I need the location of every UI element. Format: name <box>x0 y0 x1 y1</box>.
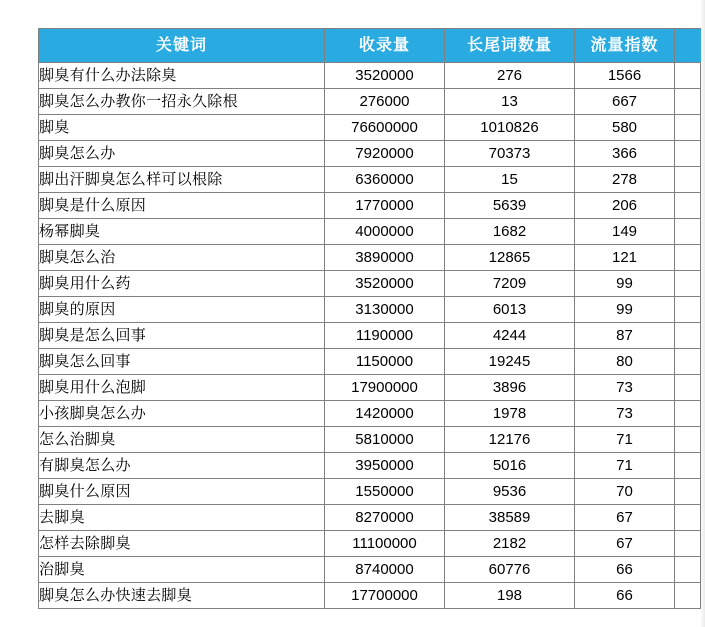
table-row[interactable] <box>39 193 701 219</box>
cell-included[interactable]: 1420000 <box>325 401 445 427</box>
table-row[interactable] <box>39 89 701 115</box>
cell-overflow <box>675 583 701 609</box>
cell-keyword[interactable]: 脚臭用什么泡脚 <box>39 375 325 401</box>
table-row[interactable] <box>39 141 701 167</box>
keyword-table <box>38 28 701 609</box>
right-edge-shadow <box>700 0 705 627</box>
cell-longtail[interactable]: 7209 <box>445 271 575 297</box>
cell-keyword[interactable]: 脚臭 <box>39 115 325 141</box>
cell-keyword[interactable]: 怎样去除脚臭 <box>39 531 325 557</box>
cell-included[interactable]: 7920000 <box>325 141 445 167</box>
table-row[interactable] <box>39 583 701 609</box>
cell-included[interactable]: 17700000 <box>325 583 445 609</box>
cell-longtail[interactable]: 13 <box>445 89 575 115</box>
cell-included[interactable]: 5810000 <box>325 427 445 453</box>
cell-keyword[interactable]: 脚臭有什么办法除臭 <box>39 63 325 89</box>
cell-longtail[interactable]: 1978 <box>445 401 575 427</box>
cell-keyword[interactable]: 脚臭怎么办快速去脚臭 <box>39 583 325 609</box>
cell-flow[interactable]: 206 <box>575 193 675 219</box>
cell-flow[interactable]: 73 <box>575 401 675 427</box>
table-row[interactable] <box>39 245 701 271</box>
cell-overflow <box>675 349 701 375</box>
table-row[interactable] <box>39 167 701 193</box>
cell-overflow <box>675 115 701 141</box>
cell-longtail[interactable]: 1682 <box>445 219 575 245</box>
table-row[interactable] <box>39 531 701 557</box>
cell-flow[interactable]: 67 <box>575 505 675 531</box>
cell-longtail[interactable]: 15 <box>445 167 575 193</box>
table-row[interactable] <box>39 219 701 245</box>
cell-overflow <box>675 271 701 297</box>
cell-overflow <box>675 141 701 167</box>
cell-longtail[interactable]: 60776 <box>445 557 575 583</box>
cell-included[interactable]: 1550000 <box>325 479 445 505</box>
table-row[interactable] <box>39 271 701 297</box>
cell-flow[interactable]: 66 <box>575 557 675 583</box>
cell-overflow <box>675 557 701 583</box>
table-row[interactable] <box>39 323 701 349</box>
table-row[interactable] <box>39 297 701 323</box>
cell-overflow <box>675 323 701 349</box>
table-row[interactable] <box>39 401 701 427</box>
cell-keyword[interactable]: 脚臭什么原因 <box>39 479 325 505</box>
table-row[interactable] <box>39 63 701 89</box>
cell-longtail[interactable]: 12865 <box>445 245 575 271</box>
cell-longtail[interactable]: 12176 <box>445 427 575 453</box>
cell-longtail[interactable]: 1010826 <box>445 115 575 141</box>
cell-included[interactable]: 8270000 <box>325 505 445 531</box>
cell-included[interactable]: 76600000 <box>325 115 445 141</box>
cell-keyword[interactable]: 脚臭的原因 <box>39 297 325 323</box>
cell-longtail[interactable]: 5016 <box>445 453 575 479</box>
cell-included[interactable]: 3520000 <box>325 63 445 89</box>
table-row[interactable] <box>39 505 701 531</box>
cell-flow[interactable]: 99 <box>575 271 675 297</box>
cell-flow[interactable]: 121 <box>575 245 675 271</box>
cell-keyword[interactable]: 脚臭是什么原因 <box>39 193 325 219</box>
cell-flow[interactable]: 67 <box>575 531 675 557</box>
cell-keyword[interactable]: 脚臭用什么药 <box>39 271 325 297</box>
cell-flow[interactable]: 87 <box>575 323 675 349</box>
table-row[interactable] <box>39 349 701 375</box>
cell-included[interactable]: 276000 <box>325 89 445 115</box>
cell-flow[interactable]: 80 <box>575 349 675 375</box>
cell-flow[interactable]: 580 <box>575 115 675 141</box>
cell-flow[interactable]: 99 <box>575 297 675 323</box>
cell-overflow <box>675 245 701 271</box>
cell-flow[interactable]: 149 <box>575 219 675 245</box>
cell-keyword[interactable]: 脚臭怎么办 <box>39 141 325 167</box>
keyword-table-container <box>38 28 700 609</box>
table-row[interactable] <box>39 115 701 141</box>
table-row[interactable] <box>39 479 701 505</box>
cell-overflow <box>675 89 701 115</box>
cell-flow[interactable]: 66 <box>575 583 675 609</box>
cell-included[interactable]: 11100000 <box>325 531 445 557</box>
cell-longtail[interactable]: 5639 <box>445 193 575 219</box>
cell-overflow <box>675 505 701 531</box>
column-header-keyword[interactable]: 关键词 <box>39 29 325 63</box>
table-row[interactable] <box>39 557 701 583</box>
cell-keyword[interactable]: 怎么治脚臭 <box>39 427 325 453</box>
cell-keyword[interactable]: 小孩脚臭怎么办 <box>39 401 325 427</box>
cell-keyword[interactable]: 有脚臭怎么办 <box>39 453 325 479</box>
column-header-flow[interactable]: 流量指数 <box>575 29 675 63</box>
cell-flow[interactable]: 71 <box>575 453 675 479</box>
cell-included[interactable]: 17900000 <box>325 375 445 401</box>
cell-longtail[interactable]: 4244 <box>445 323 575 349</box>
cell-keyword[interactable]: 脚臭是怎么回事 <box>39 323 325 349</box>
cell-overflow <box>675 193 701 219</box>
table-header-row <box>39 29 701 63</box>
cell-flow[interactable]: 1566 <box>575 63 675 89</box>
cell-overflow <box>675 167 701 193</box>
cell-overflow <box>675 479 701 505</box>
table-header <box>39 29 701 63</box>
cell-flow[interactable]: 73 <box>575 375 675 401</box>
cell-keyword[interactable]: 脚臭怎么办教你一招永久除根 <box>39 89 325 115</box>
cell-keyword[interactable]: 脚臭怎么回事 <box>39 349 325 375</box>
cell-longtail[interactable]: 70373 <box>445 141 575 167</box>
cell-overflow <box>675 401 701 427</box>
cell-flow[interactable]: 667 <box>575 89 675 115</box>
cell-included[interactable]: 4000000 <box>325 219 445 245</box>
table-row[interactable] <box>39 427 701 453</box>
cell-longtail[interactable]: 9536 <box>445 479 575 505</box>
cell-keyword[interactable]: 去脚臭 <box>39 505 325 531</box>
cell-longtail[interactable]: 19245 <box>445 349 575 375</box>
cell-flow[interactable]: 278 <box>575 167 675 193</box>
table-body <box>39 63 701 609</box>
column-header-included[interactable]: 收录量 <box>325 29 445 63</box>
cell-included[interactable]: 3130000 <box>325 297 445 323</box>
cell-longtail[interactable]: 198 <box>445 583 575 609</box>
column-header-longtail[interactable]: 长尾词数量 <box>445 29 575 63</box>
cell-keyword[interactable]: 脚臭怎么治 <box>39 245 325 271</box>
cell-included[interactable]: 1770000 <box>325 193 445 219</box>
cell-overflow <box>675 375 701 401</box>
cell-flow[interactable]: 71 <box>575 427 675 453</box>
cell-keyword[interactable]: 杨幂脚臭 <box>39 219 325 245</box>
cell-longtail[interactable]: 3896 <box>445 375 575 401</box>
cell-overflow <box>675 427 701 453</box>
cell-overflow <box>675 219 701 245</box>
cell-included[interactable]: 6360000 <box>325 167 445 193</box>
cell-overflow <box>675 453 701 479</box>
cell-included[interactable]: 3890000 <box>325 245 445 271</box>
column-header-overflow <box>675 29 701 63</box>
cell-included[interactable]: 3950000 <box>325 453 445 479</box>
cell-overflow <box>675 297 701 323</box>
cell-overflow <box>675 63 701 89</box>
cell-included[interactable]: 3520000 <box>325 271 445 297</box>
cell-keyword[interactable]: 脚出汗脚臭怎么样可以根除 <box>39 167 325 193</box>
cell-keyword[interactable]: 治脚臭 <box>39 557 325 583</box>
cell-included[interactable]: 1190000 <box>325 323 445 349</box>
cell-longtail[interactable]: 2182 <box>445 531 575 557</box>
cell-flow[interactable]: 366 <box>575 141 675 167</box>
cell-longtail[interactable]: 38589 <box>445 505 575 531</box>
cell-longtail[interactable]: 6013 <box>445 297 575 323</box>
cell-included[interactable]: 8740000 <box>325 557 445 583</box>
table-row[interactable] <box>39 375 701 401</box>
cell-overflow <box>675 531 701 557</box>
cell-longtail[interactable]: 276 <box>445 63 575 89</box>
table-row[interactable] <box>39 453 701 479</box>
cell-included[interactable]: 1150000 <box>325 349 445 375</box>
cell-flow[interactable]: 70 <box>575 479 675 505</box>
